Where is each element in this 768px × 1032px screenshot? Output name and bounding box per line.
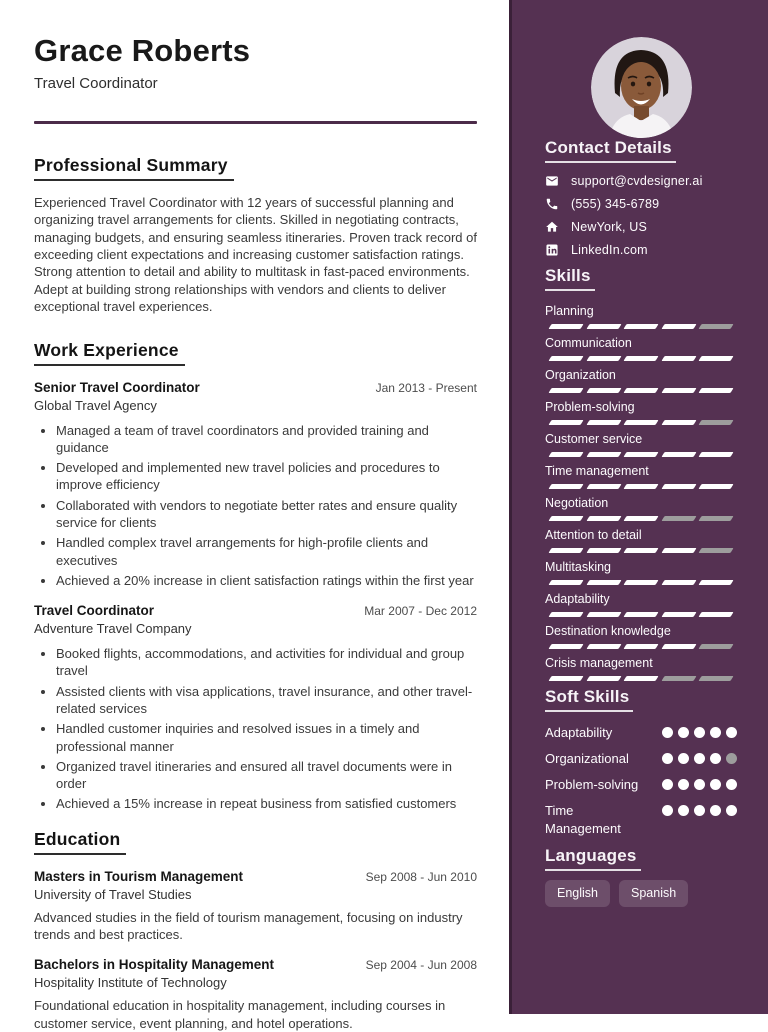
soft-skill-label: Adaptability — [545, 725, 613, 740]
skill-item — [545, 591, 737, 617]
skill-bar — [545, 580, 737, 585]
skill-segment — [661, 452, 696, 457]
contact-heading-text: Contact Details — [545, 138, 676, 163]
education-school: University of Travel Studies — [34, 886, 192, 902]
skill-segment — [548, 324, 583, 329]
skill-segment — [699, 388, 734, 393]
job-bullet: • Managed a team of travel coordinators and provided training and guidance — [56, 422, 477, 457]
job-header — [34, 603, 477, 618]
soft-skill-dot — [678, 805, 689, 816]
job-bullet: • Collaborated with vendors to negotiate better rates and ensure quality service for clients — [56, 497, 477, 532]
skill-segment — [586, 676, 621, 681]
soft-skill-dot — [678, 779, 689, 790]
skill-bar — [545, 548, 737, 553]
skill-segment — [624, 612, 659, 617]
education-dates: Sep 2004 - Jun 2008 — [365, 958, 477, 973]
skill-label: Negotiation — [545, 496, 609, 510]
skill-segment — [624, 388, 659, 393]
soft-skill-dot — [678, 727, 689, 738]
soft-skill-dot — [678, 753, 689, 764]
skill-segment — [624, 516, 659, 521]
summary-heading — [34, 155, 477, 181]
skill-item — [545, 399, 737, 425]
soft-skill-dots — [662, 776, 737, 790]
skill-item — [545, 655, 737, 681]
skill-segment — [661, 580, 696, 585]
person-name: Grace Roberts — [34, 33, 251, 68]
skill-segment — [586, 356, 621, 361]
skill-segment — [548, 516, 583, 521]
skill-bar — [545, 420, 737, 425]
skill-segment — [586, 452, 621, 457]
skill-segment — [661, 356, 696, 361]
skill-segment — [548, 420, 583, 425]
job-company: Global Travel Agency — [34, 397, 157, 413]
skill-segment — [699, 516, 734, 521]
skill-segment — [586, 548, 621, 553]
education-description: Advanced studies in the field of tourism management, focusing on industry trends and best practices. — [34, 909, 463, 943]
soft-skills-heading-text: Soft Skills — [545, 687, 633, 712]
contact-item — [545, 243, 737, 257]
job-list — [34, 380, 477, 813]
skill-segment — [586, 612, 621, 617]
skill-segment — [586, 644, 621, 649]
soft-skill-label: Time Management — [545, 803, 621, 836]
soft-skill-dot — [726, 727, 737, 738]
job-bullet: • Booked flights, accommodations, and activities for individual and group travel — [56, 645, 477, 680]
skill-segment — [548, 676, 583, 681]
skill-label: Organization — [545, 368, 616, 382]
soft-skill-dot — [662, 727, 673, 738]
skill-item — [545, 335, 737, 361]
skill-segment — [548, 388, 583, 393]
section-work-experience — [34, 340, 477, 813]
soft-skill-item — [545, 802, 737, 838]
education-degree: Bachelors in Hospitality Management — [34, 957, 275, 973]
skill-item — [545, 463, 737, 489]
soft-skill-dots — [662, 802, 737, 816]
summary-text: Experienced Travel Coordinator with 12 years of successful planning and organizing travel arrangements for clients. Skilled in negotiating contracts, managing budgets, and ensuring seamless itineraries. Proven track record of exceeding client expectations and increasing customer satisfaction ratings. Strong attention to detail and ability to multitask in fast-paced environments. Adept at building strong relationships with vendors and clients to deliver exceptional travel experiences. — [34, 194, 477, 315]
skill-item — [545, 367, 737, 393]
job-bullet: • Assisted clients with visa applications, travel insurance, and other travel-related services — [56, 683, 477, 718]
skill-segment — [624, 484, 659, 489]
skill-segment — [624, 324, 659, 329]
skill-item — [545, 559, 737, 585]
skill-bar — [545, 484, 737, 489]
person-title: Travel Coordinator — [34, 74, 158, 92]
skills-heading — [545, 266, 737, 291]
skill-bar — [545, 516, 737, 521]
linkedin-icon — [545, 243, 559, 257]
contact-item — [545, 197, 737, 211]
soft-skill-dot — [726, 753, 737, 764]
skill-segment — [661, 644, 696, 649]
skill-segment — [699, 612, 734, 617]
skill-segment — [699, 452, 734, 457]
profile-photo-image — [591, 37, 692, 138]
email-icon — [545, 174, 559, 188]
soft-skill-label: Problem-solving — [545, 777, 639, 792]
contact-text: LinkedIn.com — [571, 243, 648, 257]
skill-segment — [661, 516, 696, 521]
skill-segment — [624, 580, 659, 585]
skill-segment — [661, 388, 696, 393]
contact-text: NewYork, US — [571, 220, 648, 234]
skill-segment — [699, 324, 734, 329]
skill-bar — [545, 612, 737, 617]
skill-segment — [661, 420, 696, 425]
skill-label: Destination knowledge — [545, 624, 671, 638]
education-degree: Masters in Tourism Management — [34, 868, 244, 884]
skill-segment — [699, 644, 734, 649]
education-header — [34, 869, 477, 884]
skill-segment — [699, 580, 734, 585]
education-description: Foundational education in hospitality management, including courses in customer service, event planning, and hotel operations. — [34, 998, 446, 1031]
skill-segment — [699, 484, 734, 489]
education-heading-text: Education — [34, 829, 126, 855]
skill-label: Attention to detail — [545, 528, 642, 542]
soft-skill-list — [545, 724, 737, 838]
skill-label: Communication — [545, 336, 632, 350]
skill-segment — [661, 324, 696, 329]
skill-segment — [661, 612, 696, 617]
skill-segment — [624, 356, 659, 361]
contact-heading — [545, 138, 737, 163]
avatar — [591, 37, 692, 138]
job-bullets — [34, 645, 477, 813]
job-company: Adventure Travel Company — [34, 621, 192, 637]
skill-segment — [548, 452, 583, 457]
job-dates: Jan 2013 - Present — [375, 380, 477, 395]
job-title: Travel Coordinator — [34, 603, 155, 619]
job-bullets — [34, 422, 477, 590]
contact-text: (555) 345-6789 — [571, 197, 660, 211]
soft-skills-heading — [545, 687, 737, 712]
skill-segment — [548, 612, 583, 617]
skill-label: Crisis management — [545, 656, 653, 670]
education-entry — [34, 869, 477, 944]
skill-item — [545, 527, 737, 553]
skill-segment — [586, 484, 621, 489]
summary-heading-text: Professional Summary — [34, 155, 234, 181]
skill-segment — [624, 644, 659, 649]
education-school: Hospitality Institute of Technology — [34, 975, 227, 991]
language-list — [545, 880, 737, 907]
skill-segment — [586, 388, 621, 393]
skill-segment — [624, 420, 659, 425]
skill-label: Planning — [545, 304, 594, 318]
job-bullet: • Developed and implemented new travel policies and procedures to improve efficiency — [56, 459, 477, 494]
education-dates: Sep 2008 - Jun 2010 — [365, 869, 477, 884]
contact-item — [545, 220, 737, 234]
soft-skill-dot — [726, 805, 737, 816]
skill-segment — [699, 548, 734, 553]
contact-text: support@cvdesigner.ai — [571, 174, 703, 188]
job-dates: Mar 2007 - Dec 2012 — [364, 604, 477, 619]
education-heading — [34, 829, 477, 855]
skill-segment — [624, 676, 659, 681]
education-entry — [34, 957, 477, 1032]
soft-skill-dot — [710, 727, 721, 738]
soft-skill-dots — [662, 750, 737, 764]
job-bullet: • Achieved a 15% increase in repeat business from satisfied customers — [56, 795, 477, 812]
home-icon — [545, 220, 559, 234]
skill-label: Adaptability — [545, 592, 610, 606]
skill-segment — [699, 420, 734, 425]
soft-skill-dot — [710, 753, 721, 764]
languages-heading — [545, 846, 737, 871]
section-professional-summary — [34, 155, 477, 316]
job-header — [34, 380, 477, 395]
soft-skill-item — [545, 724, 737, 742]
education-list — [34, 869, 477, 1032]
skill-bar — [545, 644, 737, 649]
soft-skill-item — [545, 776, 737, 794]
skill-bar — [545, 324, 737, 329]
soft-skill-dot — [662, 779, 673, 790]
soft-skill-dots — [662, 724, 737, 738]
skill-segment — [586, 324, 621, 329]
skill-segment — [661, 548, 696, 553]
experience-heading — [34, 340, 477, 366]
skill-list — [545, 303, 737, 681]
soft-skill-dot — [710, 779, 721, 790]
skill-bar — [545, 388, 737, 393]
job-entry — [34, 380, 477, 590]
skill-segment — [586, 580, 621, 585]
skill-segment — [548, 548, 583, 553]
resume-header — [34, 34, 477, 124]
job-bullet: • Handled complex travel arrangements for high-profile clients and executives — [56, 534, 477, 569]
skill-segment — [624, 452, 659, 457]
soft-skill-label: Organizational — [545, 751, 629, 766]
header-divider — [34, 121, 477, 124]
skill-segment — [548, 484, 583, 489]
job-title: Senior Travel Coordinator — [34, 379, 200, 395]
skill-segment — [586, 516, 621, 521]
skill-segment — [548, 356, 583, 361]
skill-bar — [545, 356, 737, 361]
section-education — [34, 829, 477, 1032]
skill-segment — [548, 580, 583, 585]
skill-item — [545, 495, 737, 521]
sidebar — [509, 0, 768, 1014]
skill-segment — [661, 676, 696, 681]
skill-bar — [545, 676, 737, 681]
skill-label: Problem-solving — [545, 400, 635, 414]
skill-label: Time management — [545, 464, 649, 478]
job-entry — [34, 603, 477, 813]
skill-label: Multitasking — [545, 560, 611, 574]
soft-skill-dot — [694, 753, 705, 764]
skill-segment — [661, 484, 696, 489]
skill-label: Customer service — [545, 432, 643, 446]
soft-skill-dot — [726, 779, 737, 790]
soft-skill-dot — [694, 727, 705, 738]
soft-skill-dot — [662, 753, 673, 764]
job-bullet: • Achieved a 20% increase in client satisfaction ratings within the first year — [56, 572, 477, 589]
language-pill: Spanish — [619, 880, 688, 907]
skill-segment — [699, 676, 734, 681]
contact-list — [545, 174, 737, 257]
skill-item — [545, 303, 737, 329]
soft-skill-dot — [694, 779, 705, 790]
skill-segment — [586, 420, 621, 425]
skills-heading-text: Skills — [545, 266, 595, 291]
contact-item — [545, 174, 737, 188]
phone-icon — [545, 197, 559, 211]
skill-segment — [624, 548, 659, 553]
skill-segment — [699, 356, 734, 361]
job-bullet: • Handled customer inquiries and resolved issues in a timely and professional manner — [56, 720, 477, 755]
language-pill: English — [545, 880, 610, 907]
languages-heading-text: Languages — [545, 846, 641, 871]
soft-skill-dot — [710, 805, 721, 816]
skill-segment — [548, 644, 583, 649]
soft-skill-dot — [694, 805, 705, 816]
experience-heading-text: Work Experience — [34, 340, 185, 366]
education-header — [34, 957, 477, 972]
soft-skill-dot — [662, 805, 673, 816]
job-bullet: • Organized travel itineraries and ensured all travel documents were in order — [56, 758, 477, 793]
skill-item — [545, 431, 737, 457]
skill-item — [545, 623, 737, 649]
skill-bar — [545, 452, 737, 457]
soft-skill-item — [545, 750, 737, 768]
